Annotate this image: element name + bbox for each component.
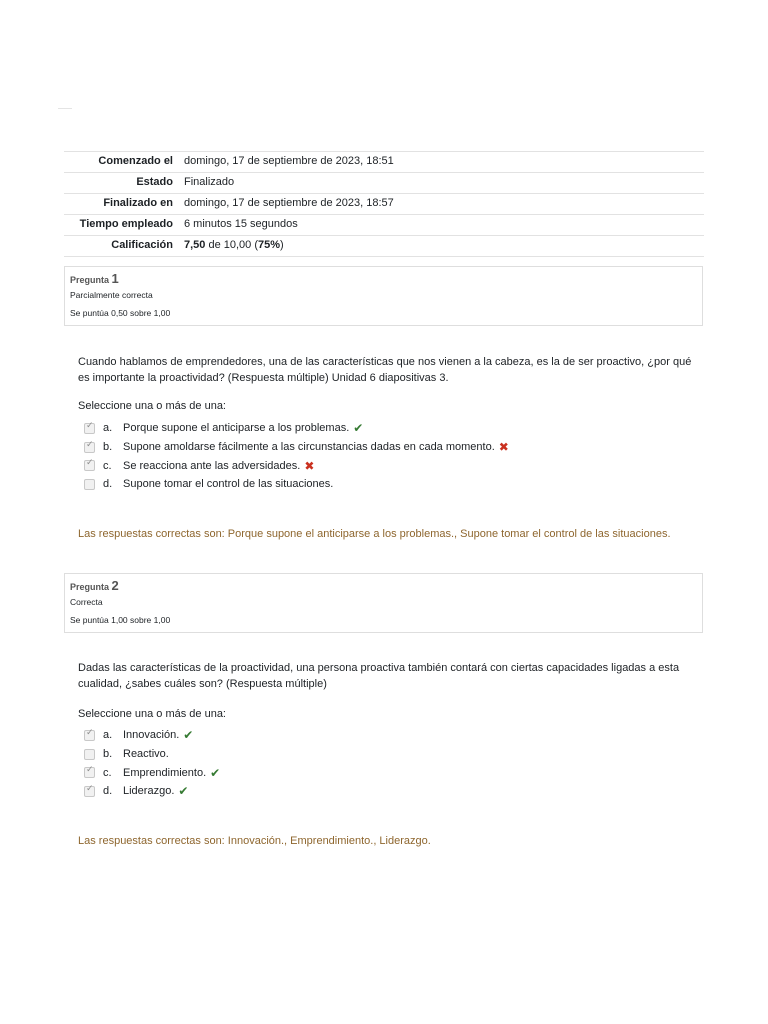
attempt-summary-table: [64, 151, 704, 257]
summary-row-grade: [64, 236, 704, 257]
correct-icon: ✔: [353, 421, 364, 436]
answer-text: Se reacciona ante las adversidades.: [123, 459, 301, 472]
answer-option: [84, 438, 509, 457]
question-2-feedback: Las respuestas correctas son: Innovación., Emprendimiento., Liderazgo.: [78, 835, 431, 847]
question-grade: Se puntúa 1,00 sobre 1,00: [70, 615, 171, 625]
question-1-answers: [84, 419, 509, 494]
answer-checkbox[interactable]: [84, 786, 95, 797]
answer-checkbox[interactable]: [84, 479, 95, 490]
answer-checkbox[interactable]: [84, 749, 95, 760]
question-2-info: [64, 573, 703, 633]
question-label: Pregunta: [70, 582, 110, 592]
question-1-info: [64, 266, 703, 326]
answer-text: Supone tomar el control de las situaciones.: [123, 478, 334, 491]
answer-letter: b.: [103, 441, 113, 454]
question-number: [70, 272, 697, 287]
grade-mid: de 10,00 (: [205, 239, 259, 251]
question-number: [70, 579, 697, 594]
incorrect-icon: ✖: [498, 440, 509, 455]
summary-value: domingo, 17 de septiembre de 2023, 18:51: [179, 152, 704, 173]
question-grade: Se puntúa 0,50 sobre 1,00: [70, 308, 171, 318]
answer-letter: b.: [103, 748, 113, 761]
answer-checkbox[interactable]: [84, 730, 95, 741]
summary-row-time-taken: [64, 215, 704, 236]
summary-grade-value: [179, 236, 704, 257]
question-num: 1: [111, 271, 119, 286]
summary-row-finished: [64, 194, 704, 215]
summary-key: Finalizado en: [64, 194, 179, 215]
answer-letter: c.: [103, 766, 112, 779]
question-state: Parcialmente correcta: [70, 290, 153, 300]
answer-text: Emprendimiento.: [123, 766, 207, 779]
correct-icon: ✔: [210, 765, 221, 780]
question-2-text: Dadas las características de la proactividad, una persona proactiva también contará con ciertas capacidades ligadas a esta cualidad, ¿sabes cuáles son? (Respuesta múltiple): [78, 662, 680, 690]
question-2-prompt: Seleccione una o más de una:: [78, 708, 226, 720]
question-1-prompt: Seleccione una o más de una:: [78, 400, 226, 412]
answer-option: [84, 456, 509, 475]
answer-text: Reactivo.: [123, 748, 169, 761]
correct-icon: ✔: [183, 728, 194, 743]
question-num: 2: [111, 578, 119, 593]
answer-option: [84, 475, 509, 494]
answer-text: Liderazgo.: [123, 785, 175, 798]
answer-option: [84, 726, 220, 745]
summary-row-started: [64, 152, 704, 173]
summary-key: Tiempo empleado: [64, 215, 179, 236]
answer-option: [84, 763, 220, 782]
grade-score: 7,50: [184, 239, 206, 251]
question-2-answers: [84, 726, 220, 801]
answer-text: Supone amoldarse fácilmente a las circunstancias dadas en cada momento.: [123, 441, 495, 454]
grade-end: ): [280, 239, 284, 251]
answer-letter: a.: [103, 422, 113, 435]
answer-letter: d.: [103, 478, 113, 491]
answer-option: [84, 419, 509, 438]
question-label: Pregunta: [70, 275, 110, 285]
summary-value: domingo, 17 de septiembre de 2023, 18:57: [179, 194, 704, 215]
answer-checkbox[interactable]: [84, 423, 95, 434]
incorrect-icon: ✖: [304, 458, 315, 473]
summary-key: Calificación: [64, 236, 179, 257]
correct-icon: ✔: [178, 784, 189, 799]
answer-letter: a.: [103, 729, 113, 742]
answer-checkbox[interactable]: [84, 767, 95, 778]
answer-checkbox[interactable]: [84, 460, 95, 471]
summary-row-state: [64, 173, 704, 194]
answer-checkbox[interactable]: [84, 442, 95, 453]
question-1-feedback: Las respuestas correctas son: Porque supone el anticiparse a los problemas., Supone tomar el control de las situaciones.: [78, 528, 671, 540]
answer-text: Porque supone el anticiparse a los problemas.: [123, 422, 350, 435]
summary-value: 6 minutos 15 segundos: [179, 215, 704, 236]
answer-option: [84, 782, 220, 801]
answer-text: Innovación.: [123, 729, 180, 742]
summary-key: Estado: [64, 173, 179, 194]
question-state: Correcta: [70, 597, 103, 607]
summary-key: Comenzado el: [64, 152, 179, 173]
grade-percent: 75%: [258, 239, 281, 251]
answer-letter: d.: [103, 785, 113, 798]
top-divider-mark: [58, 108, 72, 109]
answer-letter: c.: [103, 459, 112, 472]
summary-value: Finalizado: [179, 173, 704, 194]
answer-option: [84, 745, 220, 764]
question-1-text: Cuando hablamos de emprendedores, una de las características que nos vienen a la cabeza, es la de ser proactivo, ¿por qué es importante la proactividad? (Respuesta múltiple) Unidad 6 diapositivas 3.: [78, 356, 692, 384]
